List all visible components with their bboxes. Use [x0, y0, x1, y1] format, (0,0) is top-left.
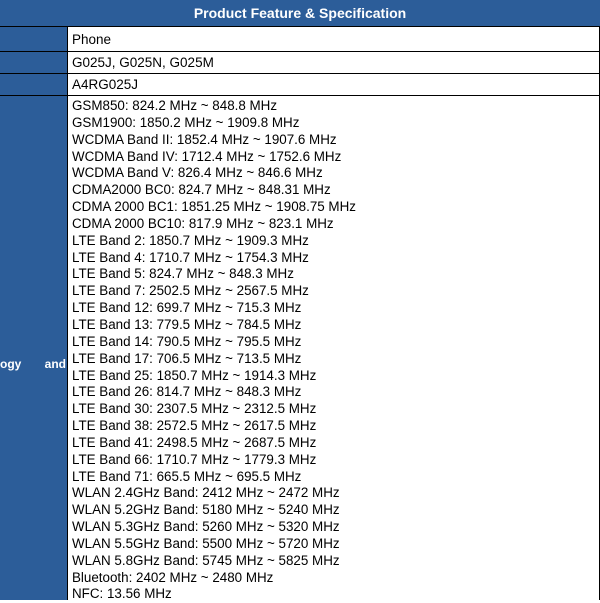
frequency-band-list — [68, 96, 600, 600]
table-title-text: Product Feature & Specification — [193, 5, 407, 21]
frequency-band-item: LTE Band 17: 706.5 MHz ~ 713.5 MHz — [72, 350, 302, 366]
frequency-band-item: Bluetooth: 2402 MHz ~ 2480 MHz — [72, 569, 274, 585]
frequency-band-item: LTE Band 4: 1710.7 MHz ~ 1754.3 MHz — [72, 249, 309, 265]
frequency-band-item: CDMA 2000 BC1: 1851.25 MHz ~ 1908.75 MHz — [72, 199, 356, 215]
label-cell-product — [0, 27, 68, 52]
value-cell-product — [68, 27, 600, 52]
frequency-band-item: LTE Band 25: 1850.7 MHz ~ 1914.3 MHz — [72, 367, 317, 383]
frequency-band-item: LTE Band 26: 814.7 MHz ~ 848.3 MHz — [72, 384, 302, 400]
fcc-id-value: A4RG025J — [72, 77, 139, 92]
table-title — [0, 0, 600, 27]
frequency-band-item: WCDMA Band IV: 1712.4 MHz ~ 1752.6 MHz — [72, 148, 342, 164]
frequency-band-item: NFC: 13.56 MHz — [72, 586, 172, 602]
frequency-band-item: GSM850: 824.2 MHz ~ 848.8 MHz — [72, 98, 278, 113]
frequency-band-item: LTE Band 41: 2498.5 MHz ~ 2687.5 MHz — [72, 434, 317, 450]
frequency-band-item: CDMA 2000 BC10: 817.9 MHz ~ 823.1 MHz — [72, 215, 334, 231]
frequency-band-item: LTE Band 38: 2572.5 MHz ~ 2617.5 MHz — [72, 418, 317, 434]
value-cell-model — [68, 52, 600, 74]
frequency-band-item: LTE Band 7: 2502.5 MHz ~ 2567.5 MHz — [72, 283, 309, 299]
label-cell-frequency — [0, 357, 68, 371]
label-cell-fcc-id — [0, 74, 68, 96]
frequency-band-item: LTE Band 66: 1710.7 MHz ~ 1779.3 MHz — [72, 451, 317, 467]
product-value: Phone — [72, 31, 112, 47]
frequency-band-item: LTE Band 71: 665.5 MHz ~ 695.5 MHz — [72, 468, 302, 484]
frequency-band-item: WCDMA Band V: 826.4 MHz ~ 846.6 MHz — [72, 165, 323, 181]
frequency-band-item: WLAN 2.4GHz Band: 2412 MHz ~ 2472 MHz — [72, 485, 340, 501]
frequency-band-item: GSM1900: 1850.2 MHz ~ 1909.8 MHz — [72, 114, 300, 130]
label-fragment-2: and — [44, 357, 66, 371]
frequency-band-item: LTE Band 14: 790.5 MHz ~ 795.5 MHz — [72, 333, 302, 349]
frequency-band-item: CDMA2000 BC0: 824.7 MHz ~ 848.31 MHz — [72, 182, 331, 198]
frequency-band-item: WCDMA Band II: 1852.4 MHz ~ 1907.6 MHz — [72, 131, 337, 147]
frequency-band-item: LTE Band 2: 1850.7 MHz ~ 1909.3 MHz — [72, 232, 309, 248]
frequency-band-item: WLAN 5.2GHz Band: 5180 MHz ~ 5240 MHz — [72, 502, 340, 518]
frequency-band-item: WLAN 5.5GHz Band: 5500 MHz ~ 5720 MHz — [72, 535, 340, 551]
label-cell-model — [0, 52, 68, 74]
label-column — [0, 27, 68, 600]
value-cell-fcc-id — [68, 74, 600, 96]
frequency-band-item: LTE Band 12: 699.7 MHz ~ 715.3 MHz — [72, 300, 302, 316]
frequency-band-item: LTE Band 13: 779.5 MHz ~ 784.5 MHz — [72, 316, 302, 332]
model-value: G025J, G025N, G025M — [72, 55, 214, 70]
label-fragment-1: ogy — [0, 357, 22, 371]
frequency-band-item: WLAN 5.3GHz Band: 5260 MHz ~ 5320 MHz — [72, 519, 340, 535]
frequency-band-item: LTE Band 5: 824.7 MHz ~ 848.3 MHz — [72, 266, 294, 282]
frequency-band-item: LTE Band 30: 2307.5 MHz ~ 2312.5 MHz — [72, 401, 317, 417]
frequency-band-item: WLAN 5.8GHz Band: 5745 MHz ~ 5825 MHz — [72, 552, 340, 568]
